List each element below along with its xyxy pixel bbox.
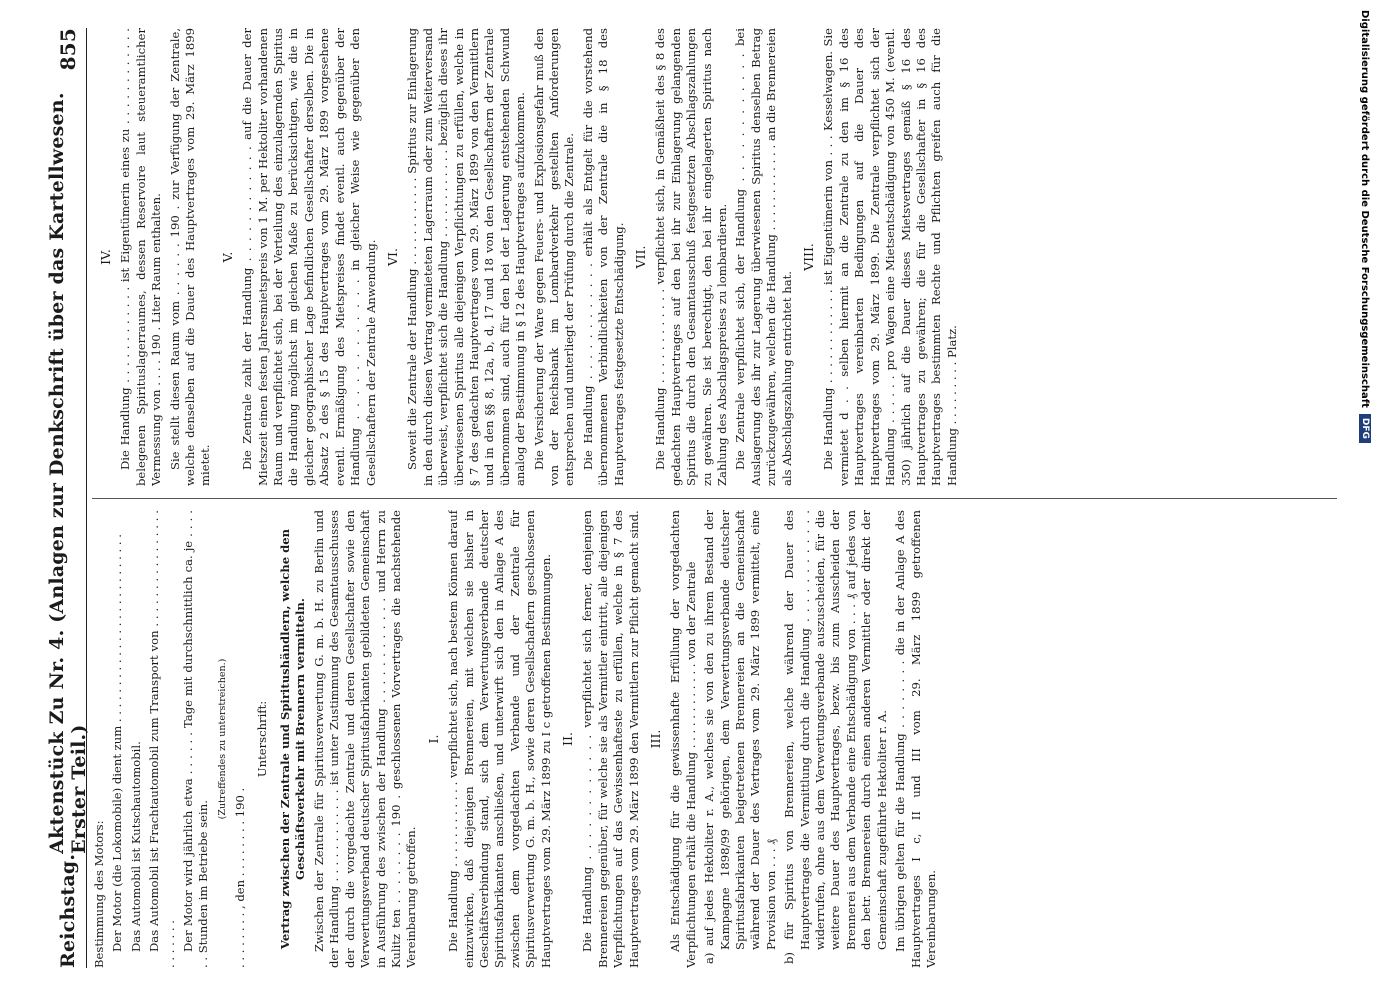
paragraph: Die Handlung . . . . . . . . . . . . ist Eigentümerin von . . . Kesselwagen. Sie vermietet d . . selben hiermit an die Zentrale zu den im § 16 des Hauptvertrages vereinbarten Bedingungen auf die Dauer des Hauptvertrages vom 29. März 1899. Die Zentrale verpflichtet sich der Handlung . . . . . . pro Wagen eine Mietsentschädigung von 450 M. (eventl. 350) jährlich auf die Dauer dieses Mietsvertrages gemäß § 16 des Hauptvertrages zu gewähren; die für die Gesellschafter in § 16 des Hauptvertrages bestimmten Rechte und Pflichten greifen auch für die Handlung . . . . . . . . . Platz. — [821, 28, 959, 486]
contract-title: Vertrag zwischen der Zentrale und Spiritushändlern, welche den Geschäftsverkehr mit Brennern vermitteln. — [278, 528, 308, 950]
paragraph: Der Motor (die Lokomobile) dient zum . . . . . . . . . . . . . . . . . . . . . . . . . . — [110, 534, 125, 952]
digitization-note — [1352, 10, 1378, 990]
paragraph: Der Motor wird jährlich etwa . . . . . . Tage mit durchschnittlich ca. je . . . . . . Stunden im Betriebe sein. — [181, 510, 211, 968]
column-divider — [92, 498, 1337, 499]
paragraph: Die Handlung . . . . . . . . . . . . erhält als Entgelt für die vorstehend übernommenen Verbindlichkeiten von der Zentrale die in § 18 des Hauptvertrages festgesetzte Entschädigung. — [580, 28, 626, 486]
paragraph: Das Automobil ist Frachtautomobil zum Transport von . . . . . . . . . . . . . . . . . . . . . . . — [147, 510, 177, 968]
paragraph: Die Handlung . . . . . . . . . . . . verpflichtet sich, nach bestem Können darauf einzuwirken, daß diejenigen Brennereien, mit welchen sie bisher in Geschäftsverbindung stand, sich dem Verwertungsverbande deutscher Spiritusfabrikanten anschließen, und unterwirft sich den in Anlage A des zwischen dem vorgedachten Verbande und der Zentrale für Spiritusverwertung G. m. b. H., sowie deren Gesellschaftern geschlossenen Hauptvertrages vom 29. März 1899 zu I c getroffenen Bestimmungen. — [446, 510, 553, 968]
text-columns — [92, 28, 1337, 968]
digitization-text: Digitalisierung gefördert durch die Deutsche Forschungsgemeinschaft — [1359, 10, 1371, 408]
paragraph: Die Handlung . . . . . . . . . . . . verpflichtet sich, in Gemäßheit des § 8 des gedachten Hauptvertrages auf den bei ihr zur Einlagerung gelangenden Spiritus die durch den Gesamtausschuß festgesetzten Abschlagszahlungen zu gewähren. Sie ist berechtigt, den bei ihr eingelagerten Spiritus nach Zahlung des Abschlagspreises zu lombardieren. — [653, 28, 730, 486]
dfg-logo: DFG — [1359, 414, 1371, 443]
place-date-line: . . . . . . . . , den . . . . . . . . 190 . — [233, 787, 248, 968]
section-number: V. — [219, 251, 235, 263]
paragraph: Die Versicherung der Ware gegen Feuers- und Explosionsgefahr muß den von der Reichsbank im Lombardverkehr gestellten Anforderungen entsprechen und unterliegt der Prüfung durch die Zentrale. — [531, 28, 577, 486]
paragraph: Als Entschädigung für die gewissenhafte Erfüllung der vorgedachten Verpflichtungen erhält die Handlung . . . . . . . . . . . . von der Zentrale — [668, 510, 698, 968]
paragraph: Die Zentrale zahlt der Handlung . . . . . . . . . . . . auf die Dauer der Mietszeit einen festen Jahresmietspreis von 1 M. per Hektoliter vorhandenen Raum und verpflichtet sich, bei der Verteilung des einzulagernden Spiritus die Handlung möglichst im gleichen Maße zu berücksichtigen, wie die in gleicher geographischer Lage befindlichen Gesellschafter derselben. Die in Absatz 2 des § 15 des Hauptvertrages vom 29. März 1899 vorgesehene eventl. Ermäßigung des Mietspreises findet eventl. auch gegenüber der Handlung . . . . . . . . . . . . in gleicher Weise wie gegenüber den Gesellschaftern der Zentrale Anwendung. — [240, 28, 378, 486]
paragraph: Soweit die Zentrale der Handlung . . . . . . . . . . . . Spiritus zur Einlagerung in den durch diesen Vertrag vermieteten Lagerraum oder zum Weiterversand überweist, verpflichtet sich die Handlung . . . . . . . . . . . . bezüglich dieses ihr überwiesenen Spiritus alle diejenigen Verpflichtungen zu erfüllen, welche in § 7 des gedachten Hauptvertrages vom 29. März 1899 von den Vermittlern und in den §§ 8, 12a, b, d, 17 und 18 von den Gesellschaftern der Zentrale übernommen sind, auch für den bei der Lagerung entstehenden Schwund analog der Bestimmung in § 12 des Hauptvertrages aufzukommen. — [405, 28, 528, 486]
header-left: Reichstag. — [57, 853, 79, 968]
note: (Zutreffendes zu unterstreichen.) — [216, 658, 228, 820]
list-item: a) auf jedes Hektoliter r. A., welches sie von den zu ihrem Bestand der Kampagne 1898/99 gehörigen, dem Verwertungsverbande deutscher Spiritusfabrikanten beigetretenen Brennereien an die Gemeinschaft während der Dauer des Vertrages vom 29. März 1899 vermittelt, eine Provision von . . . ₰ — [702, 510, 778, 964]
paragraph: Sie stellt diesen Raum vom . . . . . . 190 . zur Verfügung der Zentrale, welche denselben auf die Dauer des Hauptvertrages vom 29. März 1899 mietet. — [167, 28, 213, 486]
paragraph: Die Zentrale verpflichtet sich, der Handlung . . . . . . . . . . . . bei Auslagerung des ihr zur Lagerung überwiesenen Spiritus denselben Betrag zurückzugewähren, welchen die Handlung . . . . . . . . . . . . an die Brennereien als Abschlagszahlung entrichtet hat. — [733, 28, 794, 486]
rotated-content — [46, 28, 1340, 968]
list-item: b) für Spiritus von Brennereien, welche während der Dauer des Hauptvertrages die Vermittlung durch die Handlung . . . . . . . . . . . . widerrufen, ohne aus dem Verwertungsverbande auszuscheiden, für die weitere Dauer des Hauptvertrages, bezw. bis zum Ausscheiden der Brennerei aus dem Verbande eine Entschädigung von . . . ₰ auf jedes von den betr. Brennereien durch einen anderen Vermittler oder direkt der Gemeinschaft zugeführte Hektoliter r. A. — [782, 510, 889, 964]
paragraph: Bestimmung des Motors: — [92, 820, 106, 968]
section-number: VI. — [384, 248, 400, 266]
paragraph: Zwischen der Zentrale für Spiritusverwertung G. m. b. H. zu Berlin und der Handlung . . . . . . . . . . . . ist unter Zustimmung des Gesamtausschusses der durch die vorgedachte Zentrale und deren Gesellschafter sowie den Verwertungsverband deutscher Spiritusfabrikanten gebildeten Gemeinschaft in Ausführung des zwischen der Handlung . . . . . . . . . . . . und Herrn zu Kulitz ten . . . . . . . . 190 . geschlossenen Vorvertrages die nachstehende Vereinbarung getroffen. — [311, 510, 419, 968]
left-column — [92, 510, 1337, 968]
header-title: Aktenstück Zu Nr. 4. (Anlagen zur Denkschrift über das Kartellwesen. Erster Teil.) — [46, 92, 90, 854]
paragraph: Die Handlung . . . . . . . . . . . . verpflichtet sich ferner, denjenigen Brennereien gegenüber, für welche sie als Vermittler eintritt, alle diejenigen Verpflichtungen auf das Gewissenhafteste zu erfüllen, welche in § 7 des Hauptvertrages vom 29. März 1899 den Vermittlern zur Pflicht gemacht sind. — [580, 510, 641, 968]
right-column — [92, 28, 1337, 486]
signature-label: Unterschrift: — [254, 700, 269, 778]
section-number: II. — [559, 732, 575, 746]
page-number: 855 — [56, 28, 80, 71]
running-header — [46, 28, 90, 968]
section-number: I. — [425, 734, 441, 744]
paragraph: Die Handlung . . . . . . . . . . . . ist Eigentümerin eines zu . . . . . . . . . . . . belegenen Spirituslagerraumes, dessen Reservoire laut steueramtlicher Vermessung von . . . . 190 . Liter Raum enthalten. — [118, 28, 164, 486]
paragraph: Im übrigen gelten für die Handlung . . . . . . . . die in der Anlage A des Hauptvertrages I c, II und III vom 29. März 1899 getroffenen Vereinbarungen. — [893, 510, 938, 968]
section-number: VIII. — [801, 243, 817, 271]
paragraph: Das Automobil ist Kutschautomobil. — [128, 741, 143, 952]
section-number: III. — [648, 729, 663, 749]
section-number: IV. — [98, 249, 113, 265]
section-number: VII. — [633, 245, 648, 269]
